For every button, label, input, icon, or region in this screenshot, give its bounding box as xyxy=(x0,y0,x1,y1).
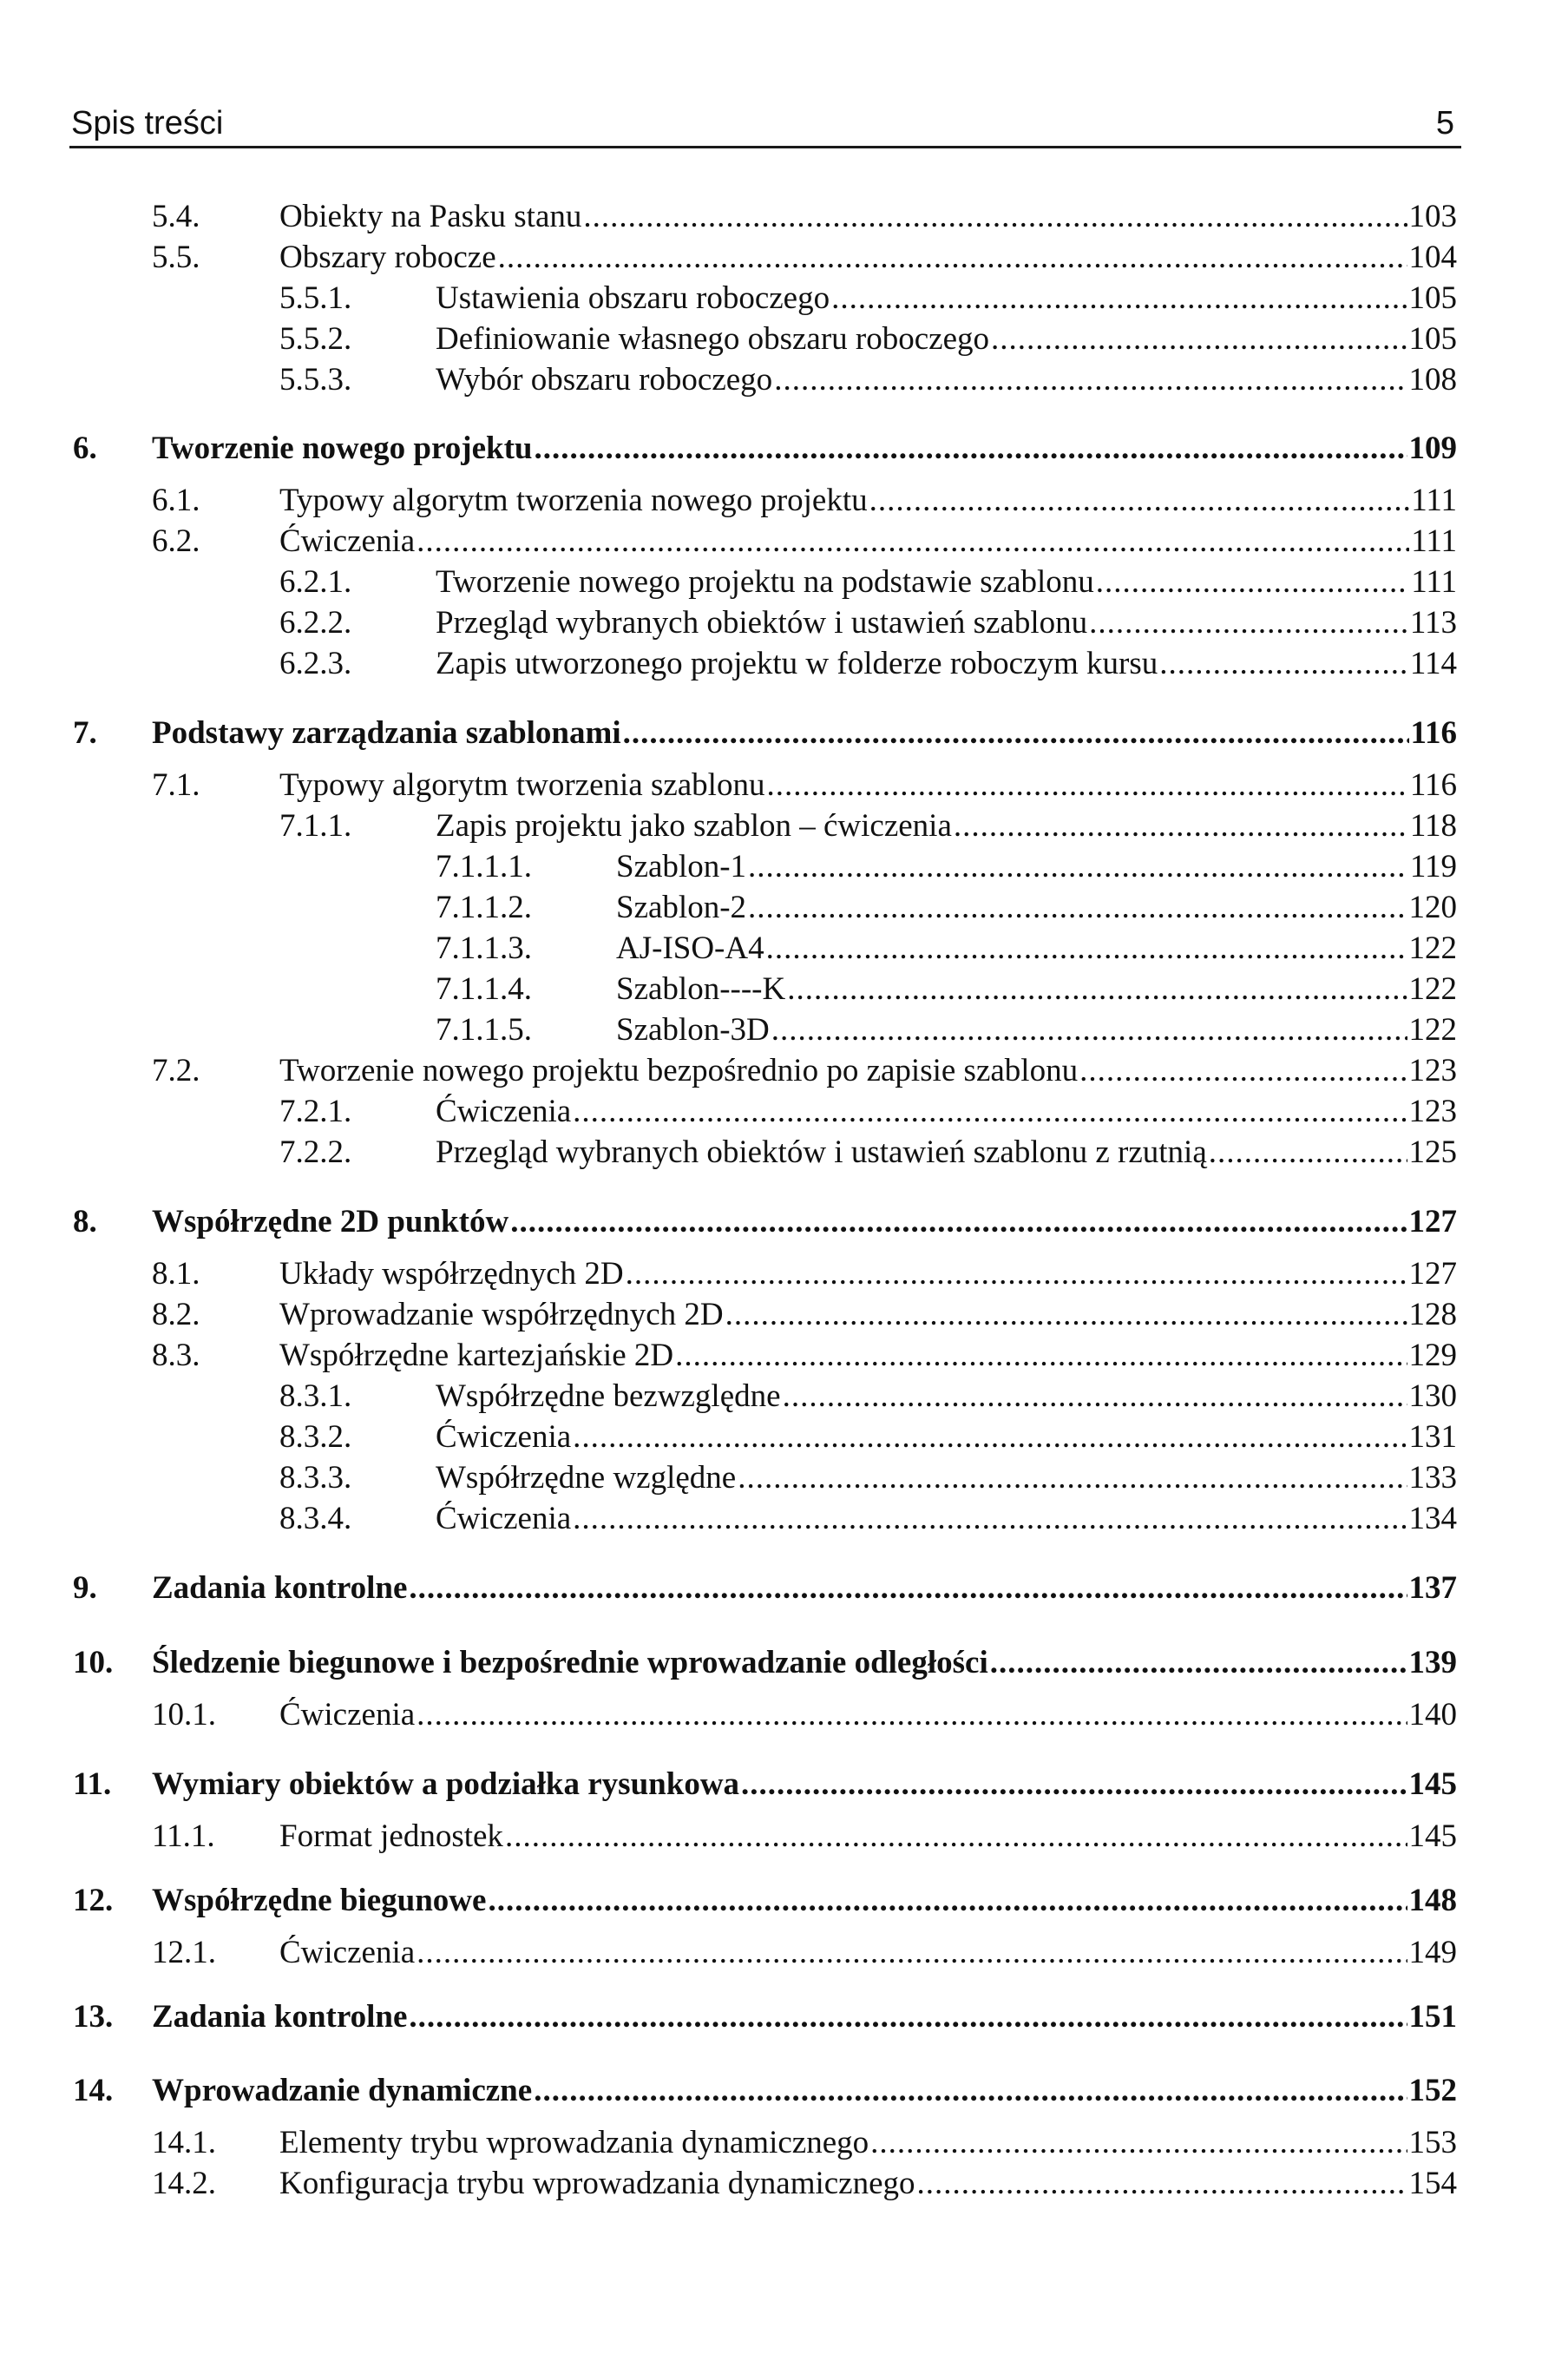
toc-entry-page: 137 xyxy=(1408,1570,1457,1606)
toc-entry-page: 123 xyxy=(1408,1053,1457,1088)
toc-entry xyxy=(0,806,1568,846)
toc-entry-page: 151 xyxy=(1408,1999,1457,2035)
toc-entry-number: 5.4. xyxy=(152,199,200,234)
toc-entry-title: Współrzędne kartezjańskie 2D xyxy=(279,1338,674,1373)
toc-entry-page: 125 xyxy=(1408,1134,1457,1170)
toc-entry-page: 105 xyxy=(1408,321,1457,357)
toc-entry-number: 11. xyxy=(73,1766,112,1802)
toc-entry xyxy=(0,238,1568,278)
toc-entry xyxy=(0,847,1568,887)
toc-entry-number: 14.2. xyxy=(152,2166,216,2201)
toc-entry xyxy=(0,1295,1568,1335)
toc-entry-number: 7.1.1.2. xyxy=(436,890,532,925)
toc-entry-number: 8.1. xyxy=(152,1256,200,1292)
toc-entry-title: Współrzędne względne xyxy=(436,1460,737,1496)
dot-leader xyxy=(409,1568,1407,1608)
toc-entry-number: 7. xyxy=(73,715,97,751)
toc-entry-page: 140 xyxy=(1408,1697,1457,1733)
dot-leader xyxy=(748,888,1407,928)
toc-entry-number: 9. xyxy=(73,1570,97,1606)
toc-entry-page: 108 xyxy=(1408,362,1457,398)
toc-entry-page: 120 xyxy=(1408,890,1457,925)
toc-entry-title: Zadania kontrolne xyxy=(152,1570,408,1606)
toc-entry-number: 7.1.1.3. xyxy=(436,930,532,966)
toc-entry-page: 122 xyxy=(1408,971,1457,1007)
toc-entry-number: 7.2. xyxy=(152,1053,200,1088)
toc-entry-page: 131 xyxy=(1408,1419,1457,1455)
toc-entry-title: Współrzędne 2D punktów xyxy=(152,1204,509,1239)
toc-entry-number: 6.2.3. xyxy=(279,646,352,681)
toc-entry-title: Typowy algorytm tworzenia szablonu xyxy=(279,767,765,803)
toc-entry xyxy=(0,1133,1568,1173)
toc-entry-page: 145 xyxy=(1408,1766,1457,1802)
toc-entry-page: 122 xyxy=(1408,1012,1457,1048)
toc-entry-page: 104 xyxy=(1408,240,1457,275)
toc-entry-title: Śledzenie biegunowe i bezpośrednie wprowadzanie odległości xyxy=(152,1645,988,1680)
dot-leader xyxy=(409,1997,1407,2037)
dot-leader xyxy=(870,2123,1407,2163)
toc-entry-page: 133 xyxy=(1408,1460,1457,1496)
toc-entry xyxy=(0,319,1568,359)
toc-entry-number: 7.1.1. xyxy=(279,808,352,844)
toc-entry-number: 8.3.3. xyxy=(279,1460,352,1496)
toc-entry-title: Ćwiczenia xyxy=(436,1094,572,1129)
toc-entry-page: 109 xyxy=(1408,431,1457,466)
dot-leader xyxy=(534,429,1407,469)
dot-leader xyxy=(771,1010,1407,1050)
toc-entry-page: 128 xyxy=(1408,1297,1457,1332)
toc-entry-page: 130 xyxy=(1408,1378,1457,1414)
toc-chapter-entry xyxy=(0,1765,1568,1805)
toc-chapter-entry xyxy=(0,1881,1568,1921)
toc-entry-page: 127 xyxy=(1408,1204,1457,1239)
toc-entry xyxy=(0,644,1568,684)
toc-entry-number: 6.2.1. xyxy=(279,564,352,600)
toc-entry xyxy=(0,929,1568,969)
dot-leader xyxy=(675,1336,1407,1376)
toc-entry-title: Ćwiczenia xyxy=(279,1697,416,1733)
toc-entry-title: Tworzenie nowego projektu xyxy=(152,431,533,466)
toc-entry-page: 118 xyxy=(1409,808,1457,844)
toc-entry-title: Współrzędne biegunowe xyxy=(152,1883,487,1918)
dot-leader xyxy=(741,1765,1407,1805)
toc-entry-page: 149 xyxy=(1408,1935,1457,1970)
toc-entry-page: 134 xyxy=(1408,1501,1457,1536)
toc-entry-page: 116 xyxy=(1409,767,1457,803)
toc-entry xyxy=(0,481,1568,521)
dot-leader xyxy=(783,1377,1407,1417)
toc-entry-page: 113 xyxy=(1409,605,1457,641)
toc-entry-page: 153 xyxy=(1408,2125,1457,2160)
toc-entry-number: 7.1.1.1. xyxy=(436,849,532,884)
toc-entry-number: 6.1. xyxy=(152,483,200,518)
toc-entry xyxy=(0,279,1568,319)
toc-chapter-entry xyxy=(0,2071,1568,2111)
toc-entry-title: Typowy algorytm tworzenia nowego projektu xyxy=(279,483,868,518)
toc-entry-title: Wprowadzanie współrzędnych 2D xyxy=(279,1297,724,1332)
dot-leader xyxy=(766,766,1407,805)
toc-entry-page: 103 xyxy=(1408,199,1457,234)
toc-entry-page: 105 xyxy=(1408,280,1457,316)
dot-leader xyxy=(1089,603,1408,643)
toc-entry-number: 13. xyxy=(73,1999,114,2035)
dot-leader xyxy=(505,1817,1407,1857)
toc-entry-title: Obiekty na Pasku stanu xyxy=(279,199,582,234)
toc-entry-title: Podstawy zarządzania szablonami xyxy=(152,715,621,751)
dot-leader xyxy=(510,1202,1407,1242)
toc-entry-number: 11.1. xyxy=(152,1818,215,1854)
toc-entry-number: 6. xyxy=(73,431,97,466)
toc-entry-number: 5.5. xyxy=(152,240,200,275)
toc-entry-title: Tworzenie nowego projektu bezpośrednio po zapisie szablonu xyxy=(279,1053,1079,1088)
toc-entry-page: 111 xyxy=(1411,564,1457,600)
dot-leader xyxy=(831,279,1407,319)
toc-entry-title: Ćwiczenia xyxy=(436,1501,572,1536)
toc-entry-title: Szablon-1 xyxy=(616,849,747,884)
toc-entry xyxy=(0,1417,1568,1457)
toc-entry-page: 111 xyxy=(1411,483,1457,518)
toc-entry-number: 7.2.1. xyxy=(279,1094,352,1129)
toc-entry xyxy=(0,1933,1568,1973)
toc-entry xyxy=(0,1377,1568,1417)
toc-entry-number: 8.3.1. xyxy=(279,1378,352,1414)
toc-entry-title: Wymiary obiektów a podziałka rysunkowa xyxy=(152,1766,740,1802)
toc-chapter-entry xyxy=(0,429,1568,469)
dot-leader xyxy=(990,1643,1407,1683)
toc-entry-number: 8.3. xyxy=(152,1338,200,1373)
toc-entry xyxy=(0,1051,1568,1091)
dot-leader xyxy=(787,970,1407,1009)
toc-entry xyxy=(0,360,1568,400)
toc-entry xyxy=(0,1254,1568,1294)
toc-entry xyxy=(0,1092,1568,1132)
toc-entry-number: 5.5.1. xyxy=(279,280,352,316)
toc-entry-title: AJ-ISO-A4 xyxy=(616,930,764,966)
toc-entry-number: 10. xyxy=(73,1645,114,1680)
toc-entry-page: 154 xyxy=(1408,2166,1457,2201)
dot-leader xyxy=(573,1499,1407,1539)
toc-entry-title: Wprowadzanie dynamiczne xyxy=(152,2073,533,2108)
toc-entry-number: 8.3.2. xyxy=(279,1419,352,1455)
toc-chapter-entry xyxy=(0,1643,1568,1683)
toc-entry-title: Ustawienia obszaru roboczego xyxy=(436,280,830,316)
dot-leader xyxy=(417,522,1409,562)
toc-entry-number: 12. xyxy=(73,1883,114,1918)
toc-chapter-entry xyxy=(0,1202,1568,1242)
dot-leader xyxy=(488,1881,1407,1921)
toc-chapter-entry xyxy=(0,713,1568,753)
toc-entry xyxy=(0,888,1568,928)
toc-entry-title: Ćwiczenia xyxy=(279,523,416,559)
dot-leader xyxy=(766,929,1407,969)
dot-leader xyxy=(573,1417,1407,1457)
toc-entry-page: 123 xyxy=(1408,1094,1457,1129)
dot-leader xyxy=(573,1092,1407,1132)
dot-leader xyxy=(583,197,1407,237)
toc-entry-number: 7.1.1.4. xyxy=(436,971,532,1007)
toc-entry-number: 6.2. xyxy=(152,523,200,559)
toc-entry-title: Obszary robocze xyxy=(279,240,496,275)
dot-leader xyxy=(748,847,1408,887)
dot-leader xyxy=(534,2071,1407,2111)
toc-entry-title: Szablon----K xyxy=(616,971,786,1007)
toc-entry-number: 10.1. xyxy=(152,1697,216,1733)
toc-entry xyxy=(0,522,1568,562)
toc-entry-title: Ćwiczenia xyxy=(279,1935,416,1970)
dot-leader xyxy=(869,481,1410,521)
toc-entry-title: Konfiguracja trybu wprowadzania dynamicznego xyxy=(279,2166,915,2201)
toc-entry-page: 152 xyxy=(1408,2073,1457,2108)
toc-entry-title: Układy współrzędnych 2D xyxy=(279,1256,624,1292)
toc-entry-page: 111 xyxy=(1411,523,1457,559)
dot-leader xyxy=(623,713,1409,753)
toc-entry-title: Zapis projektu jako szablon – ćwiczenia xyxy=(436,808,952,844)
toc-entry-number: 7.2.2. xyxy=(279,1134,352,1170)
toc-entry-title: Przegląd wybranych obiektów i ustawień szablonu xyxy=(436,605,1088,641)
toc-entry xyxy=(0,603,1568,643)
toc-entry-title: Zadania kontrolne xyxy=(152,1999,408,2035)
toc-entry-page: 148 xyxy=(1408,1883,1457,1918)
toc-entry-page: 119 xyxy=(1409,849,1457,884)
toc-entry xyxy=(0,2164,1568,2204)
toc-entry-number: 8.3.4. xyxy=(279,1501,352,1536)
dot-leader xyxy=(626,1254,1407,1294)
dot-leader xyxy=(1096,562,1409,602)
toc-entry-title: Szablon-2 xyxy=(616,890,747,925)
dot-leader xyxy=(991,319,1407,359)
toc-entry xyxy=(0,1458,1568,1498)
toc-chapter-entry xyxy=(0,1568,1568,1608)
toc-entry xyxy=(0,562,1568,602)
toc-entry-page: 116 xyxy=(1410,715,1457,751)
toc-entry-page: 139 xyxy=(1408,1645,1457,1680)
toc-entry xyxy=(0,1695,1568,1735)
toc-entry-title: Zapis utworzonego projektu w folderze roboczym kursu xyxy=(436,646,1158,681)
toc-entry-number: 14. xyxy=(73,2073,114,2108)
dot-leader xyxy=(417,1695,1407,1735)
toc-entry-title: Tworzenie nowego projektu na podstawie szablonu xyxy=(436,564,1094,600)
dot-leader xyxy=(774,360,1407,400)
toc-chapter-entry xyxy=(0,1997,1568,2037)
toc-entry-number: 7.1. xyxy=(152,767,200,803)
toc-entry xyxy=(0,2123,1568,2163)
header-page-number: 5 xyxy=(1435,105,1454,141)
toc-entry-page: 145 xyxy=(1408,1818,1457,1854)
toc-entry xyxy=(0,1336,1568,1376)
toc-entry-title: Ćwiczenia xyxy=(436,1419,572,1455)
toc-entry-page: 127 xyxy=(1408,1256,1457,1292)
dot-leader xyxy=(738,1458,1407,1498)
dot-leader xyxy=(954,806,1408,846)
toc-entry-page: 129 xyxy=(1408,1338,1457,1373)
toc-entry-title: Szablon-3D xyxy=(616,1012,770,1048)
dot-leader xyxy=(1159,644,1408,684)
dot-leader xyxy=(417,1933,1407,1973)
toc-entry-number: 12.1. xyxy=(152,1935,216,1970)
toc-entry-number: 8. xyxy=(73,1204,97,1239)
toc-entry-number: 14.1. xyxy=(152,2125,216,2160)
dot-leader xyxy=(917,2164,1407,2204)
toc-entry xyxy=(0,1010,1568,1050)
toc-entry-number: 5.5.3. xyxy=(279,362,352,398)
toc-entry-title: Format jednostek xyxy=(279,1818,503,1854)
toc-entry xyxy=(0,970,1568,1009)
toc-entry-title: Elementy trybu wprowadzania dynamicznego xyxy=(279,2125,869,2160)
toc-entry-page: 122 xyxy=(1408,930,1457,966)
toc-entry-page: 114 xyxy=(1409,646,1457,681)
toc-entry-title: Współrzędne bezwzględne xyxy=(436,1378,781,1414)
toc-entry xyxy=(0,197,1568,237)
dot-leader xyxy=(1079,1051,1407,1091)
dot-leader xyxy=(1209,1133,1407,1173)
toc-entry xyxy=(0,1817,1568,1857)
dot-leader xyxy=(725,1295,1407,1335)
toc-entry-number: 6.2.2. xyxy=(279,605,352,641)
toc-entry-number: 5.5.2. xyxy=(279,321,352,357)
header-title: Spis treści xyxy=(71,105,224,141)
toc-entry-number: 7.1.1.5. xyxy=(436,1012,532,1048)
dot-leader xyxy=(498,238,1407,278)
toc-entry-number: 8.2. xyxy=(152,1297,200,1332)
toc-entry-title: Przegląd wybranych obiektów i ustawień szablonu z rzutnią xyxy=(436,1134,1207,1170)
toc-entry-title: Definiowanie własnego obszaru roboczego xyxy=(436,321,990,357)
toc-entry xyxy=(0,766,1568,805)
running-header xyxy=(69,94,1461,148)
toc-entry-title: Wybór obszaru roboczego xyxy=(436,362,773,398)
toc-entry xyxy=(0,1499,1568,1539)
